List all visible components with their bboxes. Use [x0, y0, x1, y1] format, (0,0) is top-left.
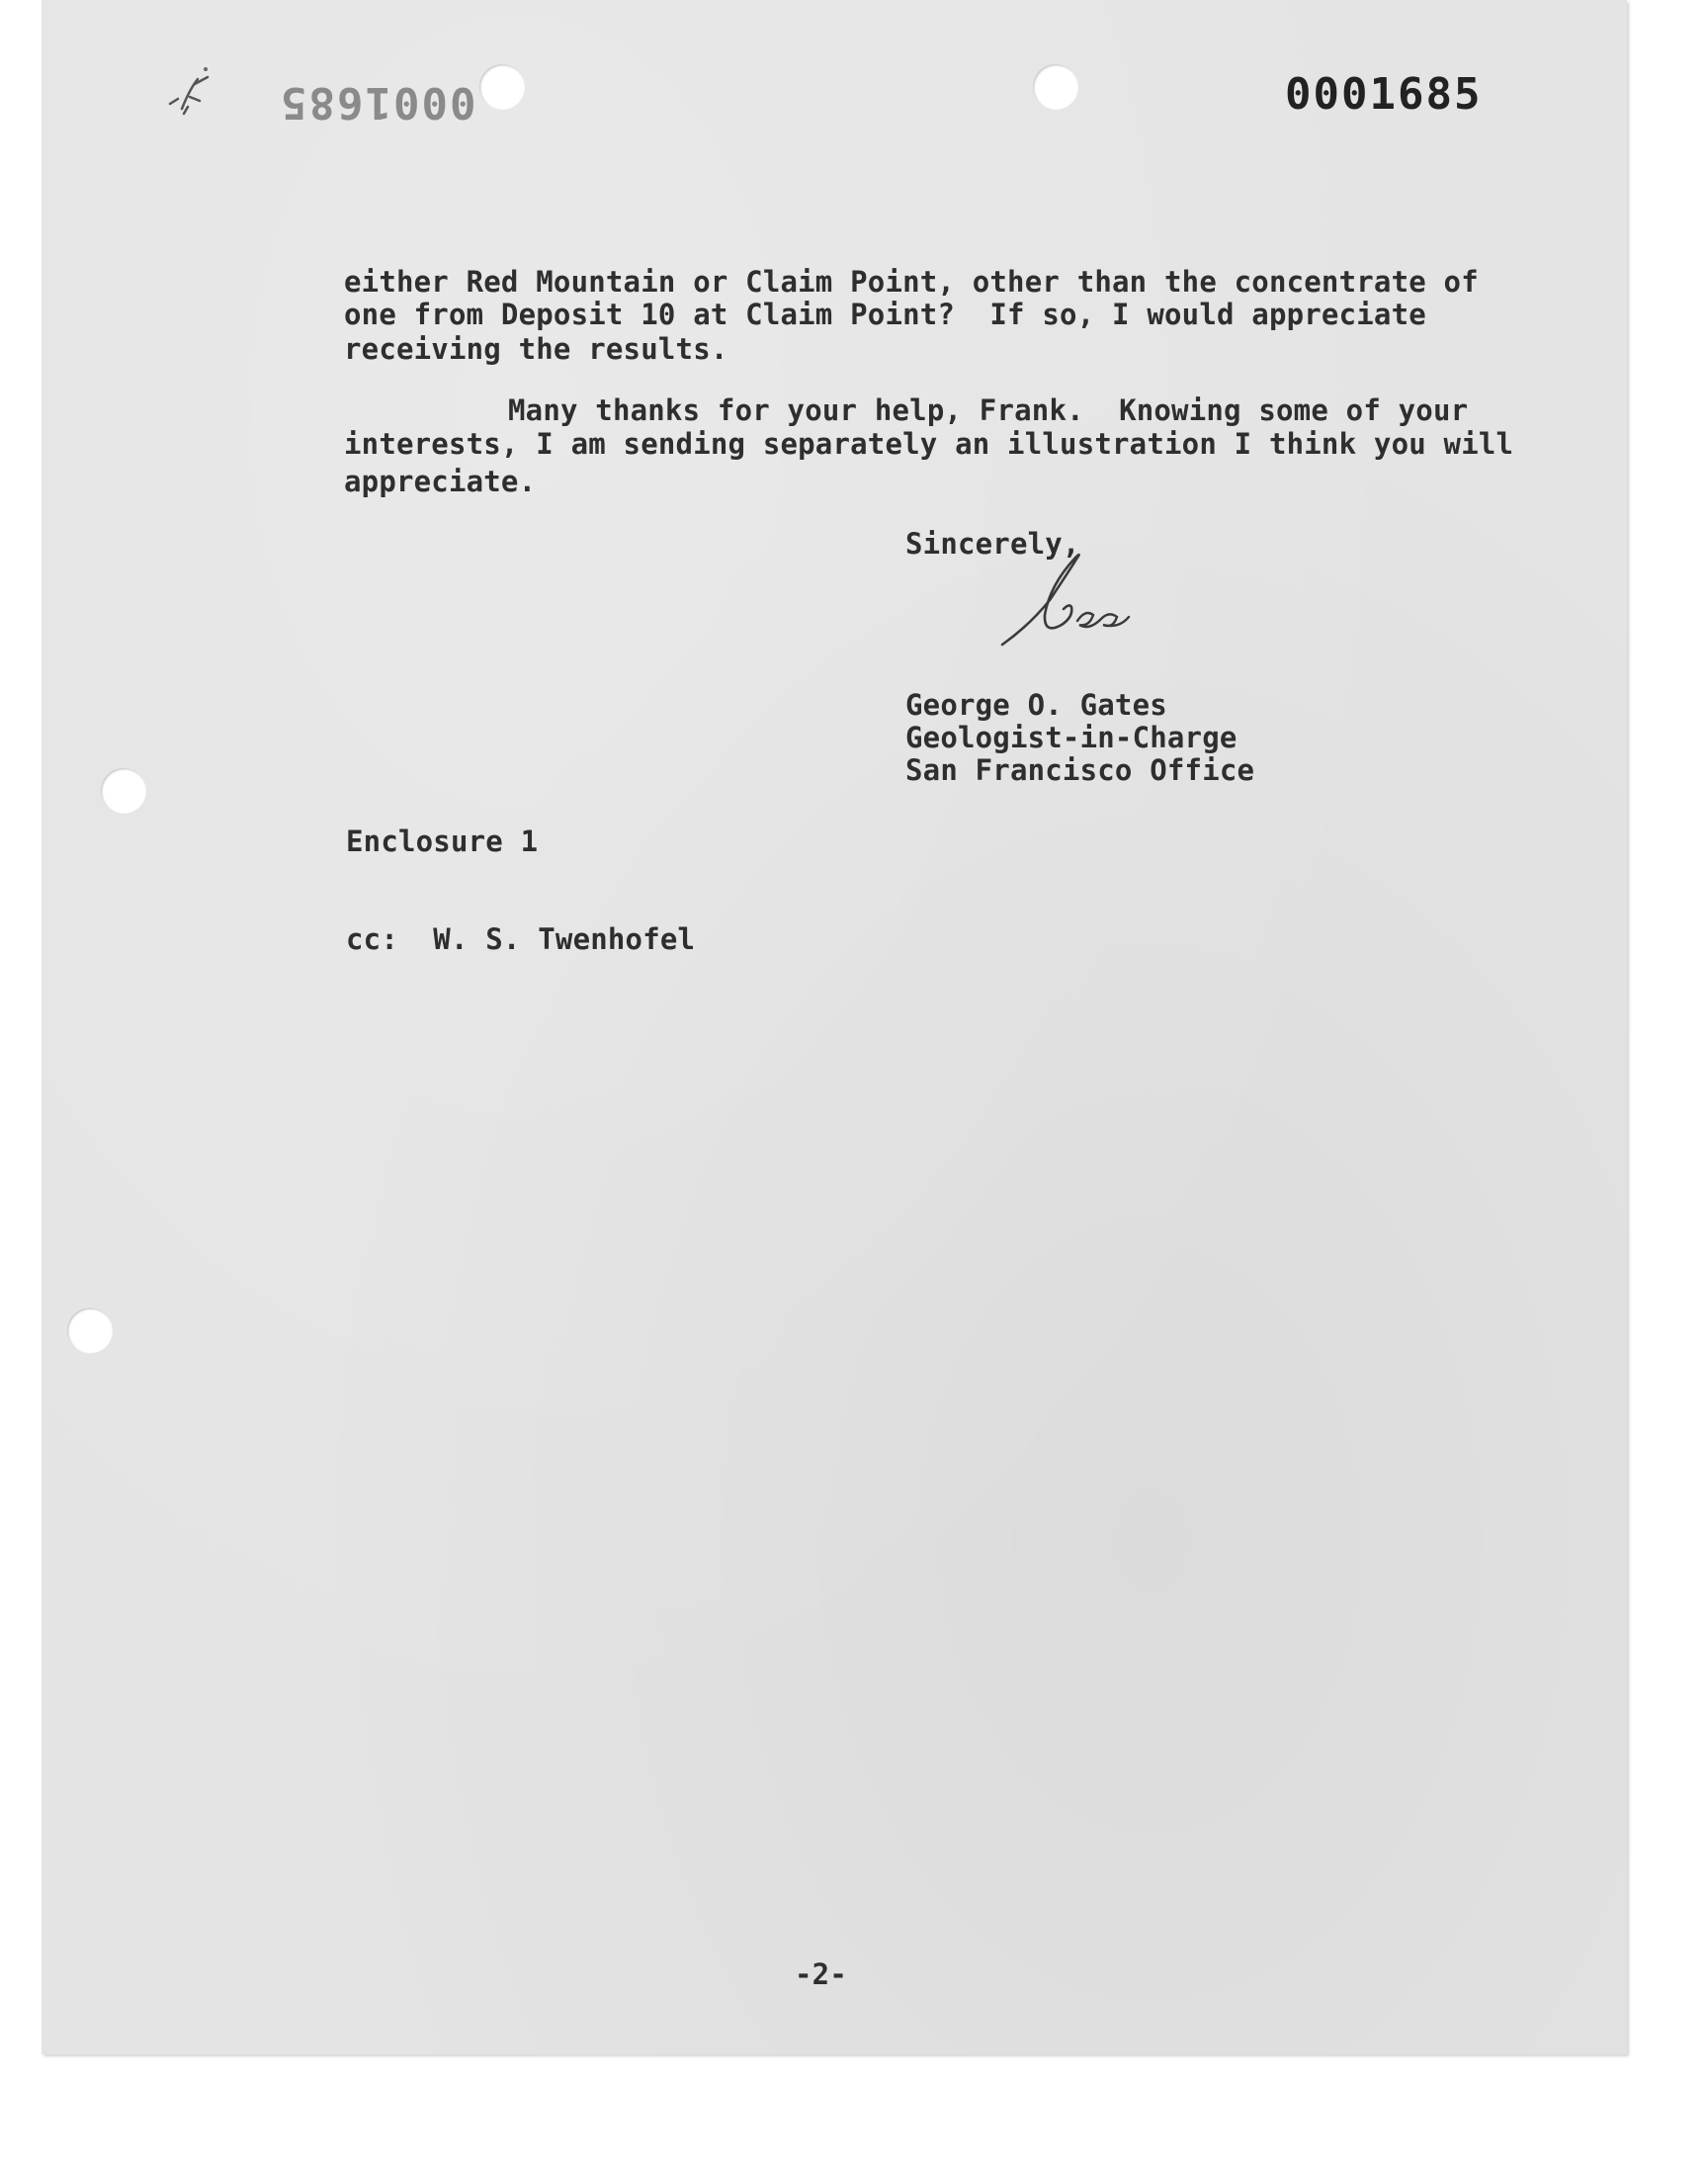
- page-number: -2-: [795, 1958, 847, 1991]
- cc-line: cc: W. S. Twenhofel: [346, 922, 696, 956]
- body-line: interests, I am sending separately an illustration I think you will: [344, 427, 1514, 461]
- punch-hole-left-lower: [67, 1308, 113, 1353]
- punch-hole-top-right: [1033, 64, 1078, 110]
- document-number-stamp: 0001685: [1285, 69, 1483, 120]
- paper-sheet: [42, 0, 1627, 2054]
- signer-title: Geologist-in-Charge: [905, 721, 1238, 754]
- body-line: either Red Mountain or Claim Point, other than the concentrate of: [344, 265, 1479, 299]
- signer-name: George O. Gates: [905, 688, 1167, 722]
- enclosure-line: Enclosure 1: [346, 825, 539, 858]
- ink-mark-icon: [160, 59, 229, 129]
- document-number-stamp-mirrored: 0001685: [279, 77, 476, 128]
- body-line: receiving the results.: [344, 332, 728, 366]
- punch-hole-top-left: [479, 64, 525, 110]
- body-line: appreciate.: [344, 465, 537, 498]
- handwritten-signature: [990, 546, 1149, 654]
- body-line: one from Deposit 10 at Claim Point? If so, I would appreciate: [344, 298, 1426, 331]
- closing-salutation: Sincerely,: [905, 527, 1080, 561]
- signer-office: San Francisco Office: [905, 753, 1255, 787]
- punch-hole-left-middle: [101, 768, 146, 814]
- body-line: Many thanks for your help, Frank. Knowing some of your: [508, 393, 1469, 427]
